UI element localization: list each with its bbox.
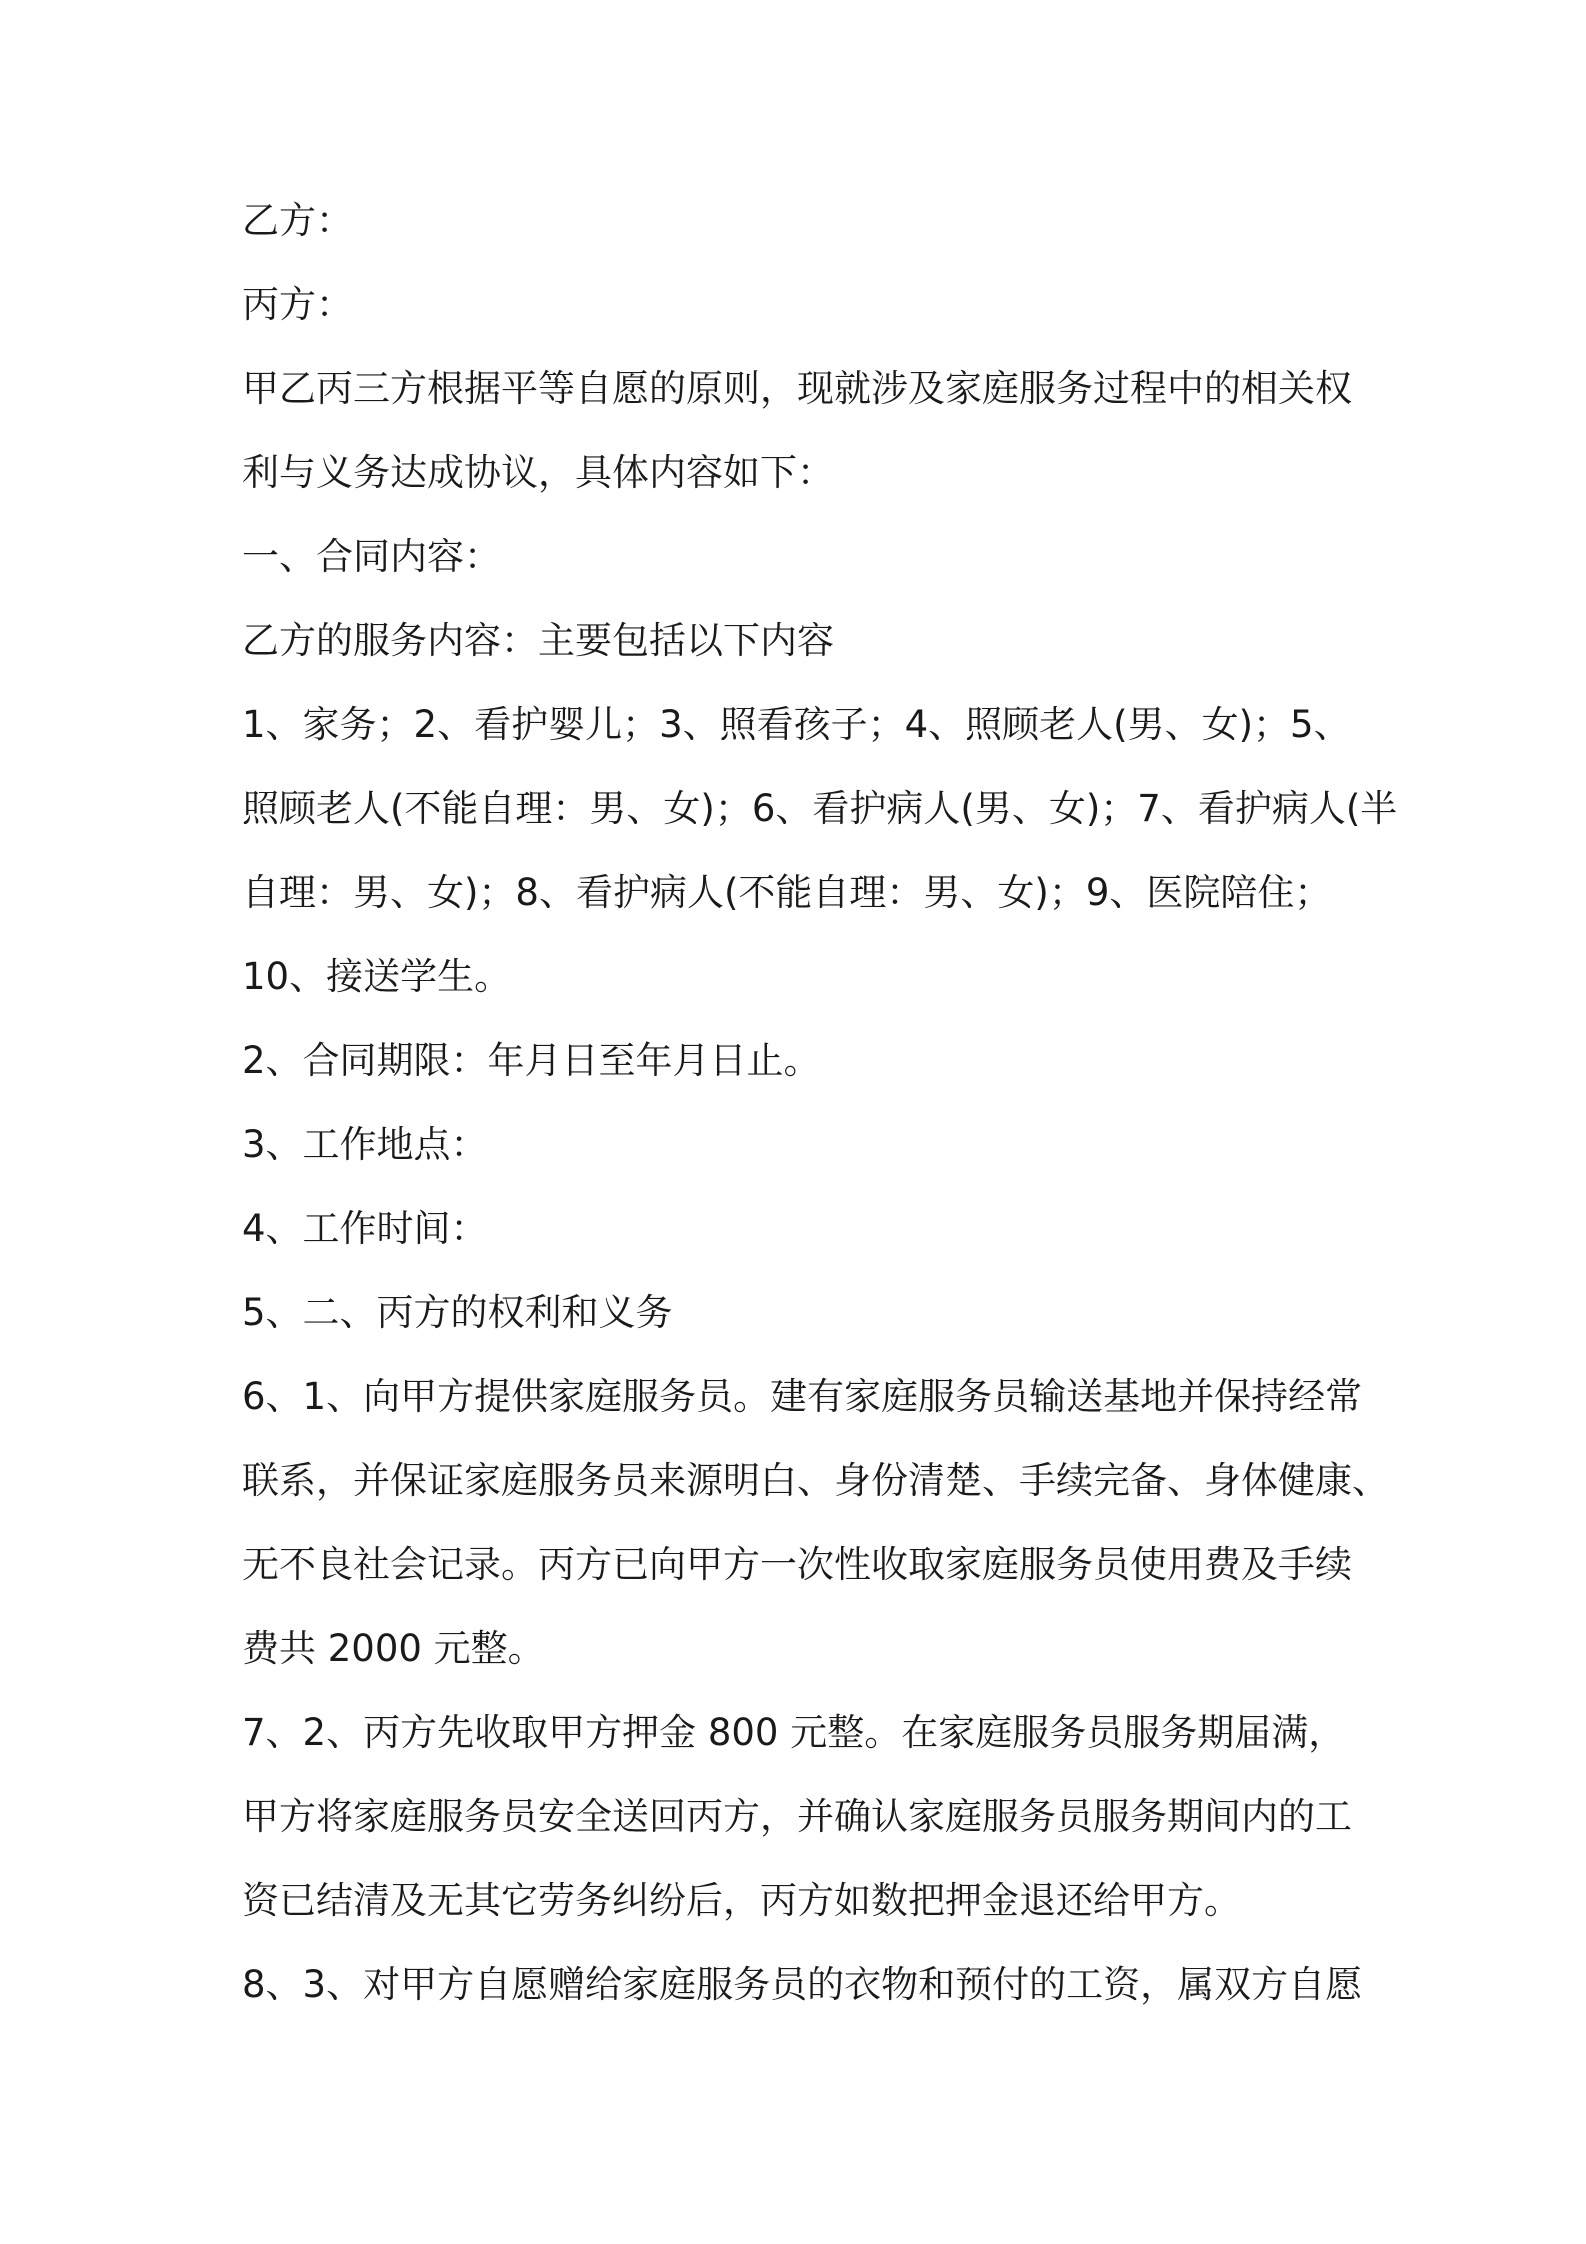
section-heading-contract-content: 一、合同内容： [242,535,501,578]
clause-8-line-1: 8、3、对甲方自愿赠给家庭服务员的衣物和预付的工资，属双方自愿 [242,1963,1363,2006]
service-list-line-1: 1、家务；2、看护婴儿；3、照看孩子；4、照顾老人(男、女)；5、 [242,703,1351,746]
clause-6-line-3: 无不良社会记录。丙方已向甲方一次性收取家庭服务员使用费及手续 [242,1543,1352,1586]
clause-7-line-2: 甲方将家庭服务员安全送回丙方，并确认家庭服务员服务期间内的工 [242,1795,1352,1838]
intro-line-1: 甲乙丙三方根据平等自愿的原则，现就涉及家庭服务过程中的相关权 [242,367,1352,410]
clause-7-line-3: 资已结清及无其它劳务纠纷后，丙方如数把押金退还给甲方。 [242,1879,1241,1922]
party-b-label: 乙方： [242,199,353,242]
service-list-line-3: 自理：男、女)；8、看护病人(不能自理：男、女)；9、医院陪住； [242,871,1332,914]
work-location: 3、工作地点： [242,1123,488,1166]
clause-6-line-1: 6、1、向甲方提供家庭服务员。建有家庭服务员输送基地并保持经常 [242,1375,1363,1418]
work-time: 4、工作时间： [242,1207,488,1250]
service-content-heading: 乙方的服务内容：主要包括以下内容 [242,619,834,662]
intro-line-2: 利与义务达成协议，具体内容如下： [242,451,834,494]
service-list-line-2: 照顾老人(不能自理：男、女)；6、看护病人(男、女)；7、看护病人(半 [242,787,1398,830]
service-list-line-4: 10、接送学生。 [242,955,512,998]
party-c-label: 丙方： [242,283,353,326]
section-heading-party-c-rights: 5、二、丙方的权利和义务 [242,1291,673,1334]
contract-term: 2、合同期限：年月日至年月日止。 [242,1039,821,1082]
clause-7-line-1: 7、2、丙方先收取甲方押金 800 元整。在家庭服务员服务期届满， [242,1711,1346,1754]
clause-6-line-4: 费共 2000 元整。 [242,1627,545,1670]
clause-6-line-2: 联系，并保证家庭服务员来源明白、身份清楚、手续完备、身体健康、 [242,1459,1389,1502]
